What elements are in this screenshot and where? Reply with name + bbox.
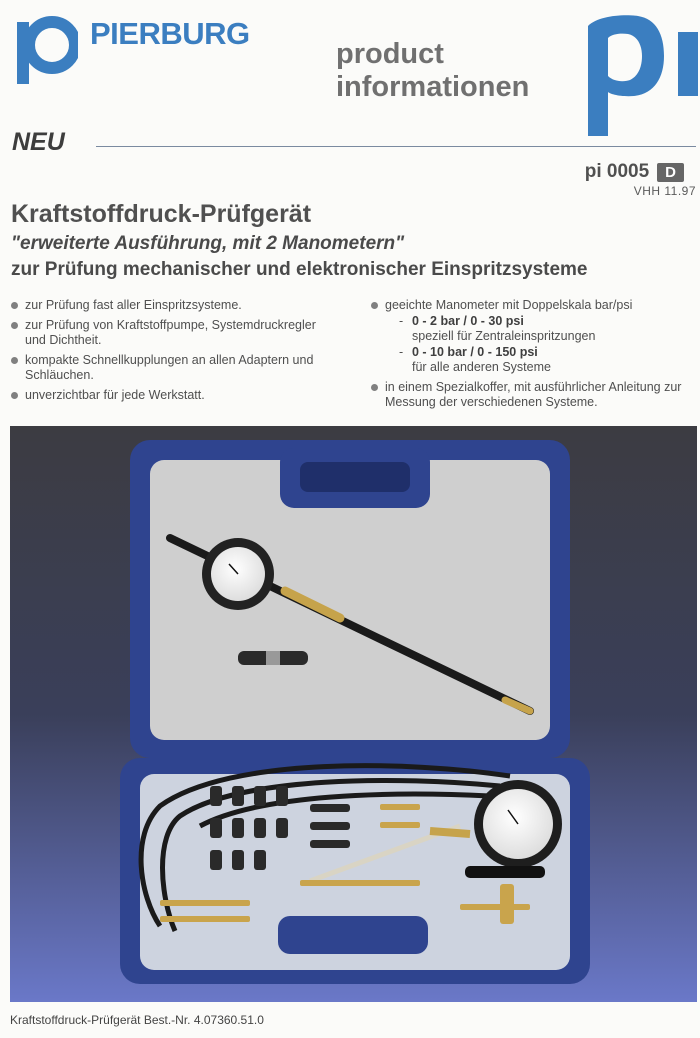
document-date: VHH 11.97 bbox=[633, 184, 696, 198]
gauge-scale-text: geeichte Manometer mit Doppelskala bar/psi bbox=[385, 298, 633, 312]
list-item bbox=[370, 298, 690, 376]
product-informationen-tagline bbox=[336, 38, 529, 104]
list-item: unverzichtbar für jede Werkstatt. bbox=[10, 388, 340, 404]
header-divider bbox=[96, 146, 696, 147]
range-dash: - bbox=[399, 344, 404, 359]
range-value: 0 - 2 bar / 0 - 30 psi bbox=[412, 313, 524, 328]
subtitle-purpose: zur Prüfung mechanischer und elektronischer Einspritzsysteme bbox=[11, 259, 588, 280]
neu-label: NEU bbox=[12, 128, 65, 156]
brand-name: PIERBURG bbox=[90, 16, 250, 51]
range-item bbox=[385, 314, 690, 345]
feature-list-right bbox=[370, 298, 690, 415]
product-photo bbox=[10, 426, 697, 1002]
range-value: 0 - 10 bar / 0 - 150 psi bbox=[412, 344, 538, 359]
document-number: pi 0005 bbox=[584, 161, 650, 182]
list-item: zur Prüfung von Kraftstoffpumpe, Systemdruckregler und Dichtheit. bbox=[10, 318, 340, 349]
photo-caption: Kraftstoffdruck-Prüfgerät Best.-Nr. 4.07360.51.0 bbox=[10, 1013, 264, 1027]
case-lid bbox=[130, 440, 570, 758]
subtitle-variant: "erweiterte Ausführung, mit 2 Manometern" bbox=[11, 233, 405, 254]
range-note: speziell für Zentraleinspritzungen bbox=[412, 329, 596, 343]
list-item: zur Prüfung fast aller Einspritzsysteme. bbox=[10, 298, 340, 314]
document-code bbox=[585, 161, 684, 183]
page-title: Kraftstoffdruck-Prüfgerät bbox=[11, 200, 312, 228]
feature-list-left bbox=[10, 298, 340, 407]
pi-logo-icon bbox=[586, 12, 700, 136]
language-badge: D bbox=[657, 163, 684, 182]
tagline-line-1: product bbox=[336, 38, 444, 70]
range-note: für alle anderen Systeme bbox=[412, 360, 551, 374]
range-dash: - bbox=[399, 313, 404, 328]
pierburg-logo-icon bbox=[12, 14, 78, 84]
range-item bbox=[385, 345, 690, 376]
list-item: in einem Spezialkoffer, mit ausführlicher Anleitung zur Messung der verschiedenen Systeme. bbox=[370, 380, 690, 411]
list-item: kompakte Schnellkupplungen an allen Adaptern und Schläuchen. bbox=[10, 353, 340, 384]
tagline-line-2: informationen bbox=[336, 71, 530, 103]
